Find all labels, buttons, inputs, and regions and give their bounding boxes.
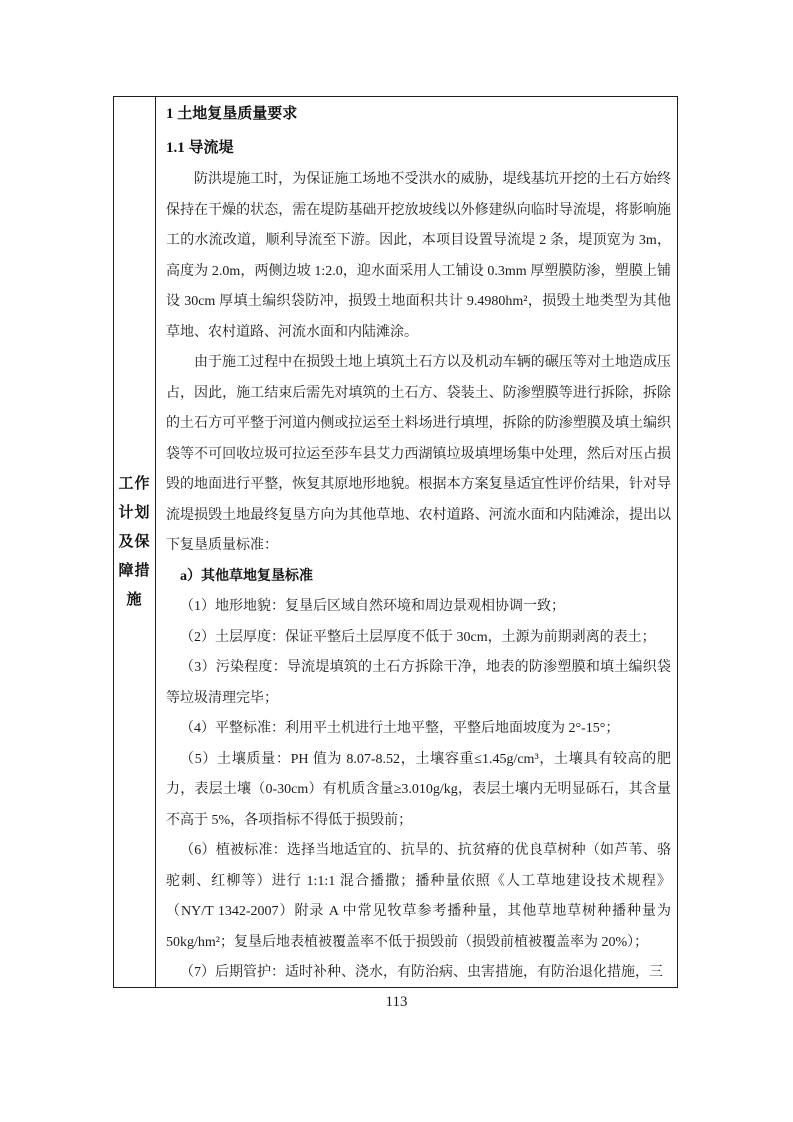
body-paragraph: 由于施工过程中在损毁土地上填筑土石方以及机动车辆的碾压等对土地造成压占，因此，施工结束后需先对填筑的土石方、袋装土、防渗塑膜等进行拆除，拆除的土石方可平整于河道内侧或拉运至土料场进行填埋，拆除的防渗塑膜及填土编织袋等不可回收垃圾可拉运至莎车县艾力西湖镇垃圾填埋场集中处理，然后对压占损毁的地面进行平整，恢复其原地形地貌。根据本方案复垦适宜性评价结果，针对导流堤损毁土地最终复垦方向为其他草地、农村道路、河流水面和内陆滩涂，提出以下复垦质量标准：: [166, 355, 671, 553]
section-heading: 1 土地复垦质量要求: [166, 106, 298, 122]
standard-item: （6）植被标准：选择当地适宜的、抗旱的、抗贫瘠的优良草树种（如芦苇、骆驼刺、红柳等）进行 1:1:1 混合播撒；播种量依照《人工草地建设技术规程》（NY/T 1342-2007）附录 A 中常见牧草参考播种量，其他草地草树种播种量为 50kg/hm²；复垦后地表植被覆盖率不低于损毁前（损毁前植被覆盖率为 20%）；: [166, 843, 671, 950]
standard-item: （7）后期管护：适时补种、浇水，有防治病、虫害措施，有防治退化措施，三: [180, 965, 663, 980]
list-heading: a）其他草地复垦标准: [180, 568, 313, 584]
standard-item: （5）土壤质量：PH 值为 8.07-8.52，土壤容重≤1.45g/cm³，土壤具有较高的肥力，表层土壤（0-30cm）有机质含量≥3.010g/kg，表层土壤内无明显砾石，其含量不高于 5%，各项指标不得低于损毁前；: [166, 751, 671, 828]
standard-item: （1）地形地貌：复垦后区域自然环境和周边景观相协调一致；: [180, 599, 565, 614]
standard-item: （2）土层厚度：保证平整后土层厚度不低于 30cm，土源为前期剥离的表土；: [180, 629, 656, 645]
table-row-header-cell: [114, 97, 156, 987]
page-number: 113: [385, 994, 408, 1010]
body-paragraph: 防洪堤施工时，为保证施工场地不受洪水的威胁，堤线基坑开挖的土石方始终保持在干燥的状态，需在堤防基础开挖放坡线以外修建纵向临时导流堤，将影响施工的水流改道，顺利导流至下游。因此，本项目设置导流堤 2 条，堤顶宽为 3m，高度为 2.0m，两侧边坡 1:2.0，迎水面采用人工铺设 0.3mm 厚塑膜防渗，塑膜上铺设 30cm 厚填土编织袋防冲，损毁土地面积共计 9.4980hm²，损毁土地类型为其他草地、农村道路、河流水面和内陆滩涂。: [166, 172, 671, 340]
standard-item: （3）污染程度：导流堤填筑的土石方拆除干净，地表的防渗塑膜和填土编织袋等垃圾清理完毕；: [166, 660, 671, 706]
subsection-heading: 1.1 导流堤: [166, 140, 234, 156]
work-plan-table: [113, 96, 678, 988]
row-header-label: 工作计划及保障措施: [118, 475, 151, 608]
standard-item: （4）平整标准：利用平土机进行土地平整，平整后地面坡度为 2°-15°；: [180, 721, 620, 736]
table-content-cell: [156, 97, 677, 987]
